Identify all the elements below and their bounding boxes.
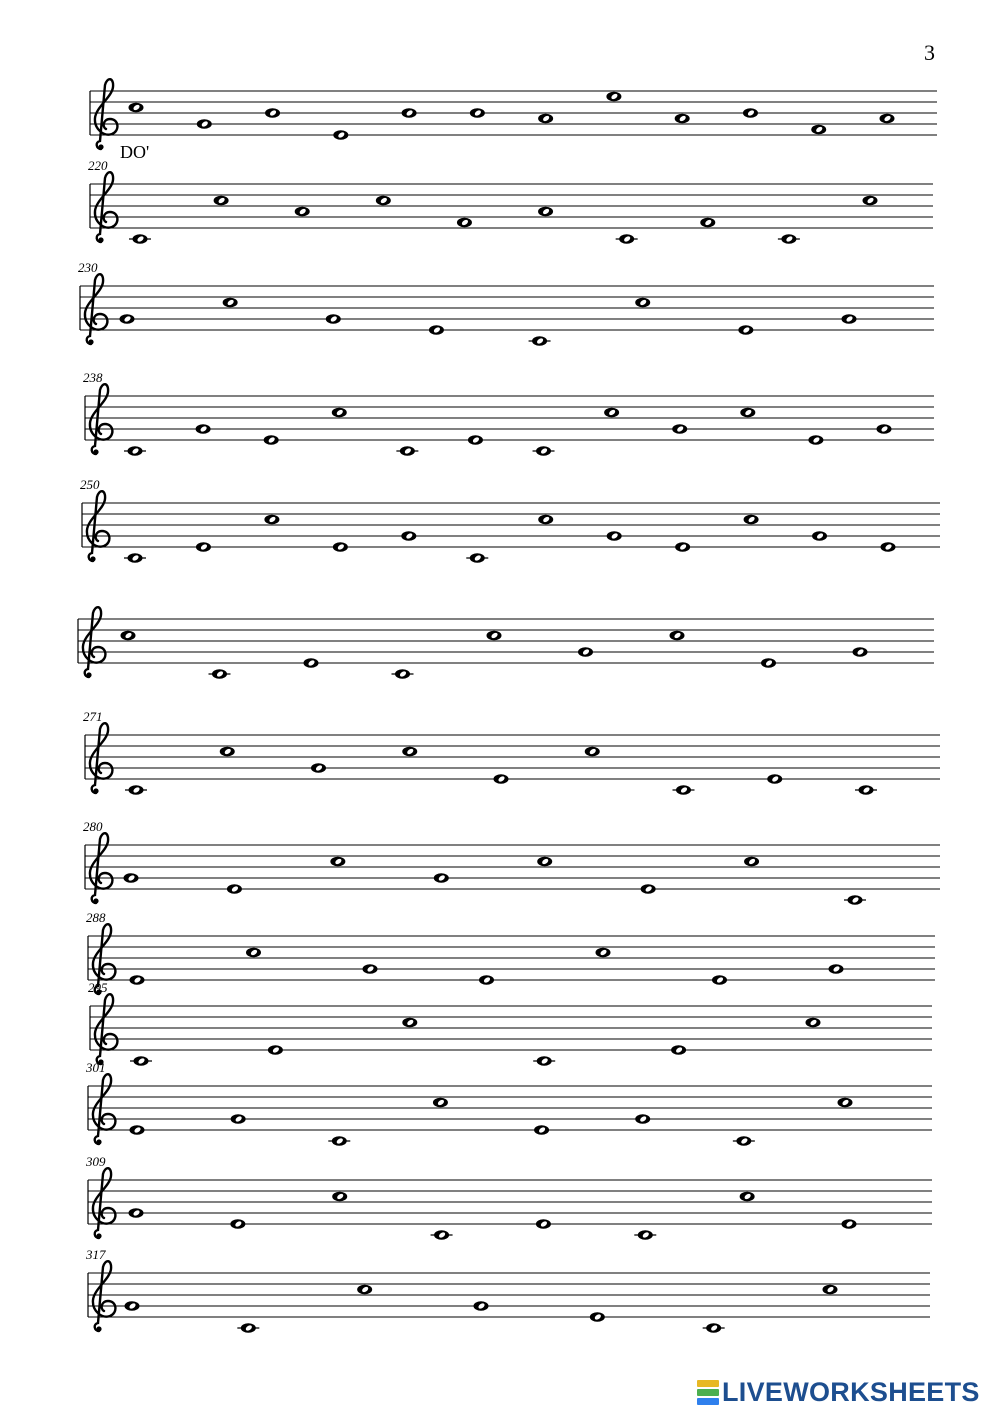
clef-dot — [86, 672, 91, 677]
clef-dot — [96, 1233, 101, 1238]
whole-note — [738, 325, 753, 335]
clef-dot — [93, 788, 98, 793]
whole-note — [429, 325, 444, 335]
whole-note — [700, 218, 715, 228]
staff-system — [88, 158, 933, 244]
whole-note — [487, 631, 502, 641]
whole-note — [607, 531, 622, 541]
whole-note — [124, 553, 146, 563]
whole-note — [402, 1018, 417, 1028]
whole-note — [533, 446, 555, 456]
whole-note — [433, 1098, 448, 1108]
whole-note — [392, 669, 414, 679]
whole-note — [264, 515, 279, 525]
clef-dot — [93, 898, 98, 903]
whole-note — [304, 658, 319, 668]
whole-note — [842, 314, 857, 324]
whole-note — [196, 542, 211, 552]
whole-note — [743, 108, 758, 118]
measure-number: 309 — [86, 1154, 106, 1169]
measure-number: 317 — [86, 1247, 106, 1262]
staff-system — [80, 477, 940, 563]
whole-note — [470, 108, 485, 118]
whole-note — [675, 542, 690, 552]
whole-note — [328, 1136, 350, 1146]
whole-note — [330, 857, 345, 867]
brand-name: LIVEWORKSHEETS — [722, 1377, 980, 1407]
whole-note — [466, 553, 488, 563]
staff-system — [88, 980, 932, 1066]
whole-note — [811, 125, 826, 135]
whole-note — [402, 747, 417, 757]
whole-note — [468, 435, 483, 445]
whole-note — [877, 424, 892, 434]
whole-note — [761, 658, 776, 668]
whole-note — [220, 747, 235, 757]
whole-note — [130, 1056, 152, 1066]
whole-note — [767, 774, 782, 784]
liveworksheets-mark-icon — [697, 1380, 719, 1406]
whole-note — [333, 130, 348, 140]
liveworksheets-logo[interactable] — [697, 1377, 980, 1408]
whole-note — [844, 895, 866, 905]
mark-bar-3 — [697, 1398, 719, 1405]
whole-note — [672, 424, 687, 434]
clef-dot — [98, 144, 103, 149]
treble-clef-icon — [85, 274, 107, 344]
measure-number: 230 — [78, 260, 98, 275]
staff-system — [83, 819, 940, 905]
whole-note — [264, 435, 279, 445]
whole-note — [838, 1098, 853, 1108]
whole-note — [829, 964, 844, 974]
whole-note — [635, 1114, 650, 1124]
treble-clef-icon — [83, 607, 105, 677]
clef-dot — [96, 1139, 101, 1144]
whole-note — [538, 515, 553, 525]
first-note-label: DO' — [120, 142, 150, 162]
treble-clef-icon — [90, 384, 112, 454]
whole-note — [295, 207, 310, 217]
whole-note — [494, 774, 509, 784]
clef-dot — [88, 339, 93, 344]
treble-clef-icon — [90, 833, 112, 903]
whole-note — [590, 1312, 605, 1322]
whole-note — [855, 785, 877, 795]
whole-note — [125, 785, 147, 795]
whole-note — [237, 1323, 259, 1333]
whole-note — [740, 408, 755, 418]
whole-note — [402, 108, 417, 118]
treble-clef-icon — [95, 79, 117, 149]
staff-system — [90, 79, 937, 162]
whole-note — [616, 234, 638, 244]
treble-clef-icon — [95, 172, 117, 242]
clef-dot — [93, 449, 98, 454]
whole-note — [740, 1192, 755, 1202]
whole-note — [357, 1285, 372, 1295]
whole-note — [401, 531, 416, 541]
whole-note — [863, 196, 878, 206]
whole-note — [209, 669, 231, 679]
whole-note — [534, 1125, 549, 1135]
whole-note — [635, 298, 650, 308]
whole-note — [231, 1114, 246, 1124]
whole-note — [130, 975, 145, 985]
whole-note — [457, 218, 472, 228]
treble-clef-icon — [87, 491, 109, 561]
treble-clef-icon — [93, 1168, 115, 1238]
staff-system — [83, 370, 934, 456]
whole-note — [311, 763, 326, 773]
whole-note — [214, 196, 229, 206]
whole-note — [121, 631, 136, 641]
whole-note — [536, 1219, 551, 1229]
whole-note — [604, 408, 619, 418]
whole-note — [670, 631, 685, 641]
whole-note — [744, 515, 759, 525]
whole-note — [675, 114, 690, 124]
staff-system — [86, 910, 935, 995]
whole-note — [853, 647, 868, 657]
measure-number: 288 — [86, 910, 106, 925]
clef-dot — [90, 556, 95, 561]
whole-note — [880, 114, 895, 124]
whole-note — [533, 1056, 555, 1066]
whole-note — [529, 336, 551, 346]
whole-note — [673, 785, 695, 795]
whole-note — [396, 446, 418, 456]
mark-bar-1 — [697, 1380, 719, 1387]
mark-bar-2 — [697, 1389, 719, 1396]
whole-note — [230, 1219, 245, 1229]
whole-note — [125, 1301, 140, 1311]
staff-system — [85, 1247, 930, 1333]
whole-note — [120, 314, 135, 324]
whole-note — [376, 196, 391, 206]
whole-note — [538, 207, 553, 217]
whole-note — [223, 298, 238, 308]
measure-number: 238 — [83, 370, 103, 385]
whole-note — [129, 103, 144, 113]
whole-note — [130, 1125, 145, 1135]
whole-note — [538, 114, 553, 124]
clef-dot — [96, 1326, 101, 1331]
measure-number: 295 — [88, 980, 108, 995]
whole-note — [196, 424, 211, 434]
staff-system — [85, 1154, 932, 1240]
treble-clef-icon — [93, 1074, 115, 1144]
whole-note — [712, 975, 727, 985]
whole-note — [434, 873, 449, 883]
whole-note — [808, 435, 823, 445]
measure-number: 220 — [88, 158, 108, 173]
measure-number: 250 — [80, 477, 100, 492]
whole-note — [842, 1219, 857, 1229]
whole-note — [596, 948, 611, 958]
measure-number: 301 — [86, 1060, 106, 1075]
treble-clef-icon — [95, 994, 117, 1064]
whole-note — [634, 1230, 656, 1240]
whole-note — [703, 1323, 725, 1333]
whole-note — [332, 408, 347, 418]
whole-note — [823, 1285, 838, 1295]
page-number: 3 — [924, 40, 935, 65]
whole-note — [363, 964, 378, 974]
whole-note — [124, 873, 139, 883]
whole-note — [778, 234, 800, 244]
whole-note — [806, 1018, 821, 1028]
whole-note — [744, 857, 759, 867]
whole-note — [332, 1192, 347, 1202]
whole-note — [474, 1301, 489, 1311]
whole-note — [733, 1136, 755, 1146]
whole-note — [129, 1208, 144, 1218]
whole-note — [431, 1230, 453, 1240]
whole-note — [197, 119, 212, 129]
whole-note — [129, 234, 151, 244]
treble-clef-icon — [90, 723, 112, 793]
whole-note — [671, 1045, 686, 1055]
whole-note — [333, 542, 348, 552]
whole-note — [881, 542, 896, 552]
whole-note — [326, 314, 341, 324]
whole-note — [578, 647, 593, 657]
clef-dot — [98, 237, 103, 242]
staff-system — [85, 1060, 932, 1146]
staff-system — [78, 260, 934, 346]
whole-note — [246, 948, 261, 958]
whole-note — [227, 884, 242, 894]
whole-note — [585, 747, 600, 757]
whole-note — [641, 884, 656, 894]
whole-note — [479, 975, 494, 985]
whole-note — [606, 92, 621, 102]
whole-note — [124, 446, 146, 456]
staff-system — [83, 709, 940, 795]
measure-number: 280 — [83, 819, 103, 834]
whole-note — [268, 1045, 283, 1055]
treble-clef-icon — [93, 1261, 115, 1331]
measure-number: 271 — [83, 709, 103, 724]
staff-system — [78, 607, 934, 679]
whole-note — [265, 108, 280, 118]
whole-note — [537, 857, 552, 867]
whole-note — [812, 531, 827, 541]
